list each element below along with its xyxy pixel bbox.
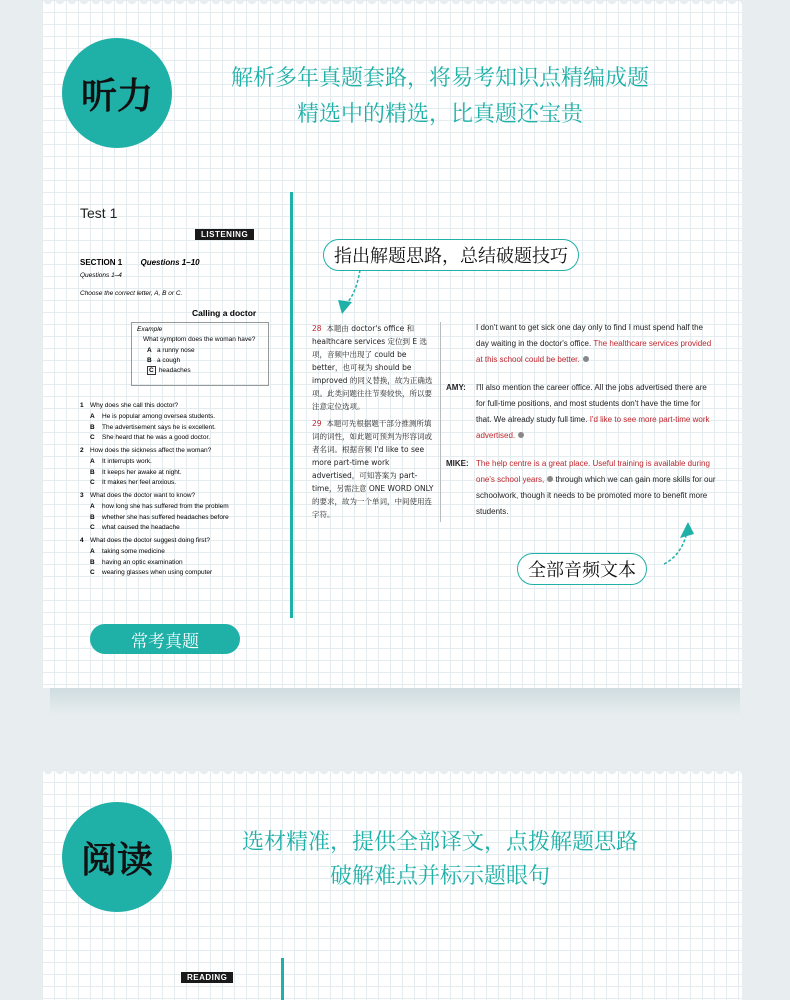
card-shadow <box>50 688 740 716</box>
audio-transcript <box>446 320 716 532</box>
scallop-edge <box>42 0 742 5</box>
transcript-paragraph: MIKE: The help centre is a great place. Useful training is available during one's school years, through which we can gain more skills for our schoolwork, though it needs to be promoted more to benefit more students. <box>446 456 716 520</box>
note-item: 29 本题可先根据题干部分推测所填词的词性，如此题可预判为形容词或者名词。根据音频 I'd like to see more part-time work advertised，可知答案为 part-time，另需注意 ONE WORD ONLY 的要求，故为一个单词，中间使用连字符。 <box>312 419 434 519</box>
marker-dot-icon <box>518 432 524 438</box>
listening-badge: 听力 <box>62 38 172 148</box>
question-option: A It interrupts work. <box>90 458 152 465</box>
listening-tag: LISTENING <box>195 229 254 240</box>
example-answer-box: C <box>149 367 154 374</box>
callout-arrow-icon <box>330 268 370 318</box>
question-option: A He is popular among oversea students. <box>90 413 216 420</box>
question-option: B whether she has suffered headaches before <box>90 513 229 521</box>
reading-headline-2: 破解难点并标示题眼句 <box>329 864 550 889</box>
reading-tag: READING <box>181 972 233 983</box>
example-option: A a runny nose <box>147 347 195 354</box>
question-option: A taking some medicine <box>90 548 165 555</box>
speaker-label: MIKE: <box>446 459 469 468</box>
pill-label: 常考真题 <box>90 624 240 654</box>
question-list <box>80 402 280 582</box>
marker-dot-icon <box>547 476 553 482</box>
notes-divider <box>440 322 441 522</box>
divider-line <box>281 958 284 1000</box>
section-heading <box>80 258 200 267</box>
test-title: Test 1 <box>80 205 118 221</box>
example-question: What symptom does the woman have? <box>143 336 256 343</box>
example-label: Example <box>137 326 163 333</box>
question-option: B It keeps her awake at night. <box>90 468 182 476</box>
question-item: 1 Why does she call this doctor? A He is popular among oversea students. B The advertisement says he is excellent. C She heard that he was a good doctor. <box>80 402 280 441</box>
reading-headline-1: 选材精准，提供全部译文，点拨解题思路 <box>241 830 638 855</box>
section-label: SECTION 1 <box>80 258 123 267</box>
scallop-edge <box>42 765 742 775</box>
question-option: B having an optic examination <box>90 558 183 566</box>
reading-badge: 阅读 <box>62 802 172 912</box>
note-item: 28 本题由 doctor's office 和 healthcare services 定位到 E 选项，音频中出现了 could be better，也可视为 should be improved 的同义替换，故为正确选项。此类问题往往节奏较快，所以要注意定位选项。 <box>312 324 433 411</box>
explanation-notes <box>312 322 434 525</box>
listening-headline-1: 解析多年真题套路，将易考知识点精编成题 <box>230 66 649 91</box>
speaker-label: AMY: <box>446 383 466 392</box>
callout-arrow-icon <box>660 520 700 570</box>
questions-range: Questions 1–10 <box>140 258 200 267</box>
callout-tips: 指出解题思路，总结破题技巧 <box>323 239 579 271</box>
task-title: Calling a doctor <box>192 308 257 318</box>
question-item: 4 What does the doctor suggest doing first? A taking some medicine B having an optic examination C wearing glasses when using computer <box>80 537 280 576</box>
instruction: Choose the correct letter, A, B or C. <box>80 290 183 297</box>
question-option: C It makes her feel anxious. <box>90 479 177 486</box>
example-option: B a cough <box>147 357 181 364</box>
question-option: C wearing glasses when using computer <box>90 569 213 576</box>
question-option: C She heard that he was a good doctor. <box>90 434 211 441</box>
questions-sub: Questions 1–4 <box>80 272 122 279</box>
transcript-paragraph: I don't want to get sick one day only to find I must spend half the day waiting in the doctor's office. The healthcare services provided at this school could be better. <box>476 323 712 364</box>
callout-transcript: 全部音频文本 <box>517 553 647 585</box>
transcript-paragraph: AMY: I'll also mention the career office. All the jobs advertised there are for full-time positions, and most students don't have the time for that. We already study full time. I'd like to see more part-time work advertised. <box>446 380 716 444</box>
question-option: C what caused the headache <box>90 524 180 531</box>
question-option: A how long she has suffered from the problem <box>90 503 229 510</box>
exam-page <box>80 205 270 227</box>
example-option: C headaches <box>149 367 191 374</box>
question-item: 2 How does the sickness affect the woman? A It interrupts work. B It keeps her awake at night. C It makes her feel anxious. <box>80 447 280 486</box>
marker-dot-icon <box>583 356 589 362</box>
divider-line <box>290 192 293 618</box>
example-box <box>131 322 269 386</box>
question-item: 3 What does the doctor want to know? A how long she has suffered from the problem B whether she has suffered headaches before C what caused the headache <box>80 492 280 531</box>
listening-headline-2: 精选中的精选，比真题还宝贵 <box>296 102 583 127</box>
question-option: B The advertisement says he is excellent. <box>90 423 216 431</box>
